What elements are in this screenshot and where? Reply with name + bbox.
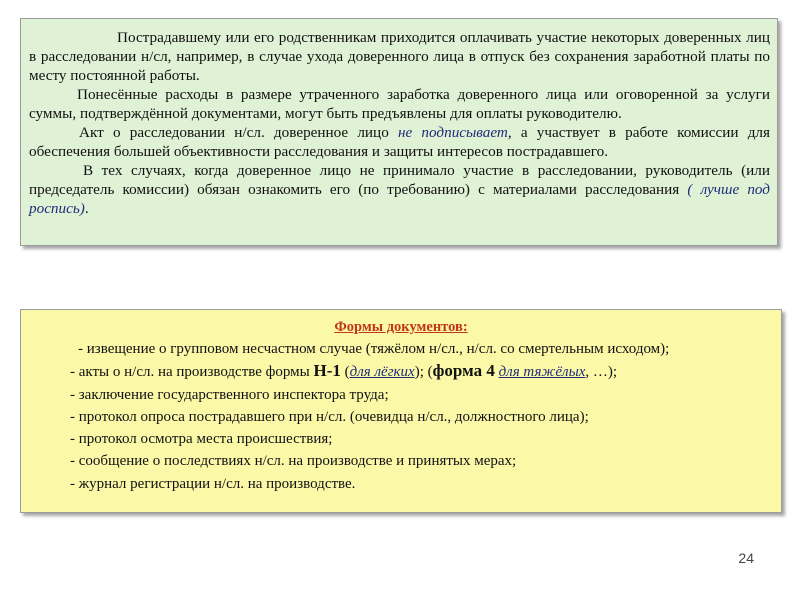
paragraph-familiarize-emphasis: ( лучше под роспись): [29, 181, 770, 217]
forms-title: Формы документов:: [334, 319, 468, 335]
form-code-4: форма 4: [432, 361, 495, 381]
paragraph-act: [29, 123, 770, 161]
list-item: [31, 360, 771, 383]
list-item: - журнал регистрации н/сл. на производстве.: [70, 475, 356, 492]
forms-list: [31, 338, 771, 495]
list-item-text: ); (: [414, 364, 433, 381]
paragraph-expenses: Понесённые расходы в размере утраченного заработка доверенного лица или оговоренной за услуги суммы, подтверждённой документами, могут быть предъявлены для оплаты руководителю.: [29, 86, 770, 122]
paragraph-payment: Пострадавшему или его родственникам приходится оплачивать участие некоторых доверенных лиц в расследовании н/сл, например, в случае ухода доверенного лица в отпуск без сохранения заработной платы по месту постоянной работы.: [29, 29, 770, 84]
page-number: 24: [738, 550, 754, 566]
paragraph-familiarize: [29, 161, 770, 218]
list-item-text: , …);: [585, 364, 618, 381]
paragraph-act-emphasis: не подписывает: [397, 124, 508, 141]
paragraph-familiarize-start: В тех случаях, когда доверенное лицо не принимало участие в расследовании, руководитель (или председатель комиссии) обязан ознакомить его (по требованию) с материалами расследования: [29, 162, 770, 198]
form-code-n1: Н-1: [313, 361, 341, 381]
list-item: - извещение о групповом несчастном случае (тяжёлом н/сл., н/сл. со смертельным исходом);: [78, 341, 670, 357]
list-item-text: - акты о н/сл. на производстве формы: [70, 364, 314, 381]
light-cases-note: для лёгких: [349, 364, 415, 381]
info-text-box: [20, 18, 778, 246]
paragraph-familiarize-end: .: [84, 200, 89, 217]
list-item-text: (: [340, 364, 350, 381]
paragraph-act-end: , а участвует в работе комиссии для обеспечения большей объективности расследования и защиты интересов пострадавшего.: [29, 124, 770, 160]
list-item: - заключение государственного инспектора труда;: [70, 386, 389, 403]
severe-cases-note: для тяжёлых: [498, 364, 586, 381]
paragraph-act-start: Акт о расследовании н/сл. доверенное лицо: [79, 124, 398, 141]
list-item: - протокол опроса пострадавшего при н/сл. (очевидца н/сл., должностного лица);: [70, 408, 589, 425]
list-item: - сообщение о последствиях н/сл. на производстве и принятых мерах;: [70, 453, 517, 470]
document-forms-box: [20, 309, 782, 513]
list-item: - протокол осмотра места происшествия;: [70, 431, 333, 448]
